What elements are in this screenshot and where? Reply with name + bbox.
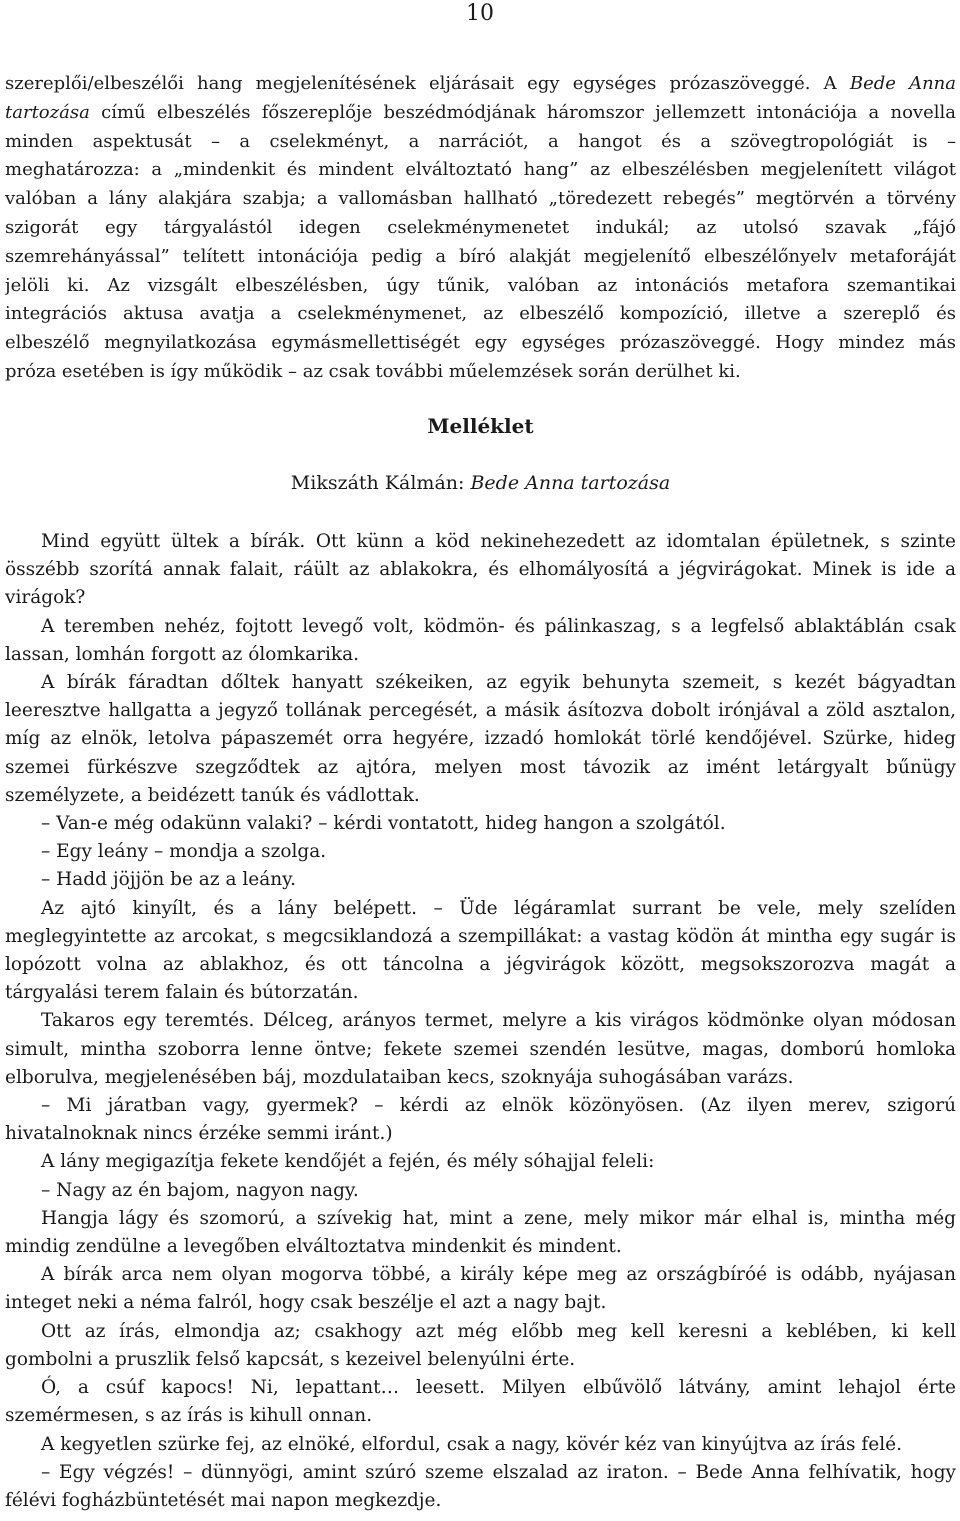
story-line: hivatalnoknak nincs érzéke semmi iránt.) bbox=[5, 1123, 393, 1145]
story-line: A kegyetlen szürke fej, az elnöké, elfordul, csak a nagy, kövér kéz van kinyújtva az írás felé. bbox=[41, 1433, 902, 1455]
intro-line: szereplői/elbeszélői hang megjelenítésének eljárásait egy egységes prózaszöveggé. A Bede Anna bbox=[5, 73, 956, 94]
story-line: elborulva, megjelenésében báj, mozdulataiban kecs, szoknyája suhogásában varázs. bbox=[5, 1066, 794, 1088]
intro-line: valóban a lány alakjára szabja; a vallomásban hallható „töredezett rebegés” megtörvén a törvény bbox=[5, 188, 956, 210]
story-line: szemérmesen, s az írás is kihull onnan. bbox=[5, 1405, 373, 1427]
story-line: simult, mintha szoborra lenne öntve; fekete szemei szendén lesütve, magas, domború homloka bbox=[5, 1038, 956, 1060]
story-line: Hangja lágy és szomorú, a szívekig hat, mint a zene, mely mikor már elhal is, mintha még bbox=[41, 1207, 956, 1229]
story-title bbox=[5, 471, 956, 495]
story-line: integet neki a néma falról, hogy csak beszélje el azt a nagy bajt. bbox=[5, 1292, 607, 1314]
intro-italic-title: Bede Anna bbox=[849, 73, 956, 94]
story-title-italic: Bede Anna tartozása bbox=[470, 472, 671, 494]
story-line: szemei fürkészve szegződtek az ajtóra, melyen most távozik az imént letárgyalt bűnügy bbox=[5, 756, 956, 778]
story-line: A lány megigazítja fekete kendőjét a fején, és mély sóhajjal feleli: bbox=[41, 1151, 655, 1173]
story-line: – Egy végzés! – dünnyögi, amint szúró szeme elszalad az iraton. – Bede Anna felhívatik, hogy bbox=[41, 1461, 956, 1483]
story-author: Mikszáth Kálmán: bbox=[290, 472, 471, 494]
story-line: meglegyintette az arcokat, s megcsiklandozá a szempillákat: a vastag ködön át mintha egy sugár is bbox=[5, 925, 956, 947]
intro-line: tartozása című elbeszélés főszereplője beszédmódjának háromszor jellemzett intonációja a novella bbox=[5, 101, 956, 123]
story-line: leeresztve hallgatta a jegyző tollának percegését, a másik ásítozva dobolt irónjával a zöld asztalon, bbox=[5, 700, 956, 722]
story-line: – Nagy az én bajom, nagyon nagy. bbox=[41, 1179, 359, 1201]
story-line: lopózott volna az ablakhoz, és ott táncolna a jégvirágok között, megsokszorozva magát a bbox=[5, 954, 956, 976]
story-line: tárgyalási terem falain és bútorzatán. bbox=[5, 982, 359, 1004]
story-line: Takaros egy teremtés. Délceg, arányos termet, melyre a kis virágos ködmönke olyan módosan bbox=[41, 1010, 956, 1032]
intro-paragraph bbox=[5, 70, 956, 387]
story-line: virágok? bbox=[5, 587, 86, 609]
intro-italic-title: tartozása bbox=[5, 101, 90, 123]
page-number: 10 bbox=[466, 1, 494, 26]
story-line: Ott az írás, elmondja az; csakhogy azt még előbb meg kell keresni a keblében, ki kell bbox=[41, 1320, 956, 1342]
intro-line: szigorát egy tárgyalástól idegen cselekménymenetet indukál; az utolsó szavak „fájó bbox=[5, 216, 956, 238]
intro-line: szemrehányással” telített intonációja pedig a bíró alakját megjelenítő elbeszélőnyelv metaforáját bbox=[5, 245, 956, 267]
story-line: – Mi járatban vagy, gyermek? – kérdi az elnök közönyösen. (Az ilyen merev, szigorú bbox=[41, 1095, 956, 1117]
story-line: félévi fogházbüntetését mai napon megkezdje. bbox=[5, 1489, 442, 1511]
story-line: Ó, a csúf kapocs! Ni, lepattant… leesett. Milyen elbűvölő látvány, amint lehajol érte bbox=[41, 1377, 956, 1399]
story-line: mindig zendülne a levegőben elváltoztatva mindenkit és mindent. bbox=[5, 1236, 622, 1258]
story-line: összébb szorítá annak falait, ráült az ablakokra, és elhomályosítá a jégvirágokat. Minek is ide a bbox=[5, 559, 956, 581]
story-line: A bírák fáradtan dőltek hanyatt székeiken, az egyik behunyta szemeit, s kezét bágyadtan bbox=[41, 672, 956, 694]
story-line: A bírák arca nem olyan mogorva többé, a király képe meg az országbíróé is odább, nyájasan bbox=[41, 1264, 956, 1286]
story-line: Az ajtó kinyílt, és a lány belépett. – Üde légáramlat surrant be vele, mely szelíden bbox=[41, 897, 956, 919]
intro-line: meghatározza: a „mindenkit és mindent elváltoztató hang” az elbeszélésben megjelenített világot bbox=[5, 159, 956, 181]
story-line: míg az elnök, letolva pápaszemét orra hegyére, izzadó homlokát törlé kendőjével. Szürke, hideg bbox=[5, 728, 956, 750]
story-line: – Hadd jöjjön be az a leány. bbox=[41, 869, 297, 891]
story-line: személyzete, a beidézett tanúk és vádlottak. bbox=[5, 784, 420, 806]
story-line: Mind együtt ültek a bírák. Ott künn a köd nekinehezedett az idomtalan épületnek, s szinte bbox=[41, 531, 956, 552]
appendix-heading: Melléklet bbox=[427, 414, 534, 438]
story-line: lassan, lomhán forgott az ólomkarika. bbox=[5, 643, 360, 665]
intro-line: próza esetében is így működik – az csak további műelemzések során derülhet ki. bbox=[5, 360, 741, 382]
document-body bbox=[5, 70, 956, 1511]
story-line: – Egy leány – mondja a szolga. bbox=[41, 841, 327, 863]
intro-line: elbeszélő megnyilatkozása egymásmellettiségét egy egységes prózaszöveggé. Hogy mindez más bbox=[5, 332, 956, 354]
intro-line: integrációs aktusa avatja a cselekménymenet, az elbeszélő kompozíció, illetve a szereplő és bbox=[5, 303, 956, 325]
story-line: gombolni a pruszlik felső kapcsát, s kezeivel belenyúlni érte. bbox=[5, 1348, 576, 1370]
story-line: – Van-e még odakünn valaki? – kérdi vontatott, hideg hangon a szolgától. bbox=[41, 813, 726, 835]
intro-line: minden aspektusát – a cselekményt, a narrációt, a hangot és a szövegtropológiát is – bbox=[5, 130, 956, 152]
intro-line: jelöli ki. Az vizsgált elbeszélésben, úgy tűnik, valóban az intonációs metafora szemantikai bbox=[5, 274, 956, 296]
story-text bbox=[5, 528, 956, 1515]
story-line: A teremben nehéz, fojtott levegő volt, ködmön- és pálinkaszag, s a legfelső ablaktáblán csak bbox=[41, 615, 956, 637]
